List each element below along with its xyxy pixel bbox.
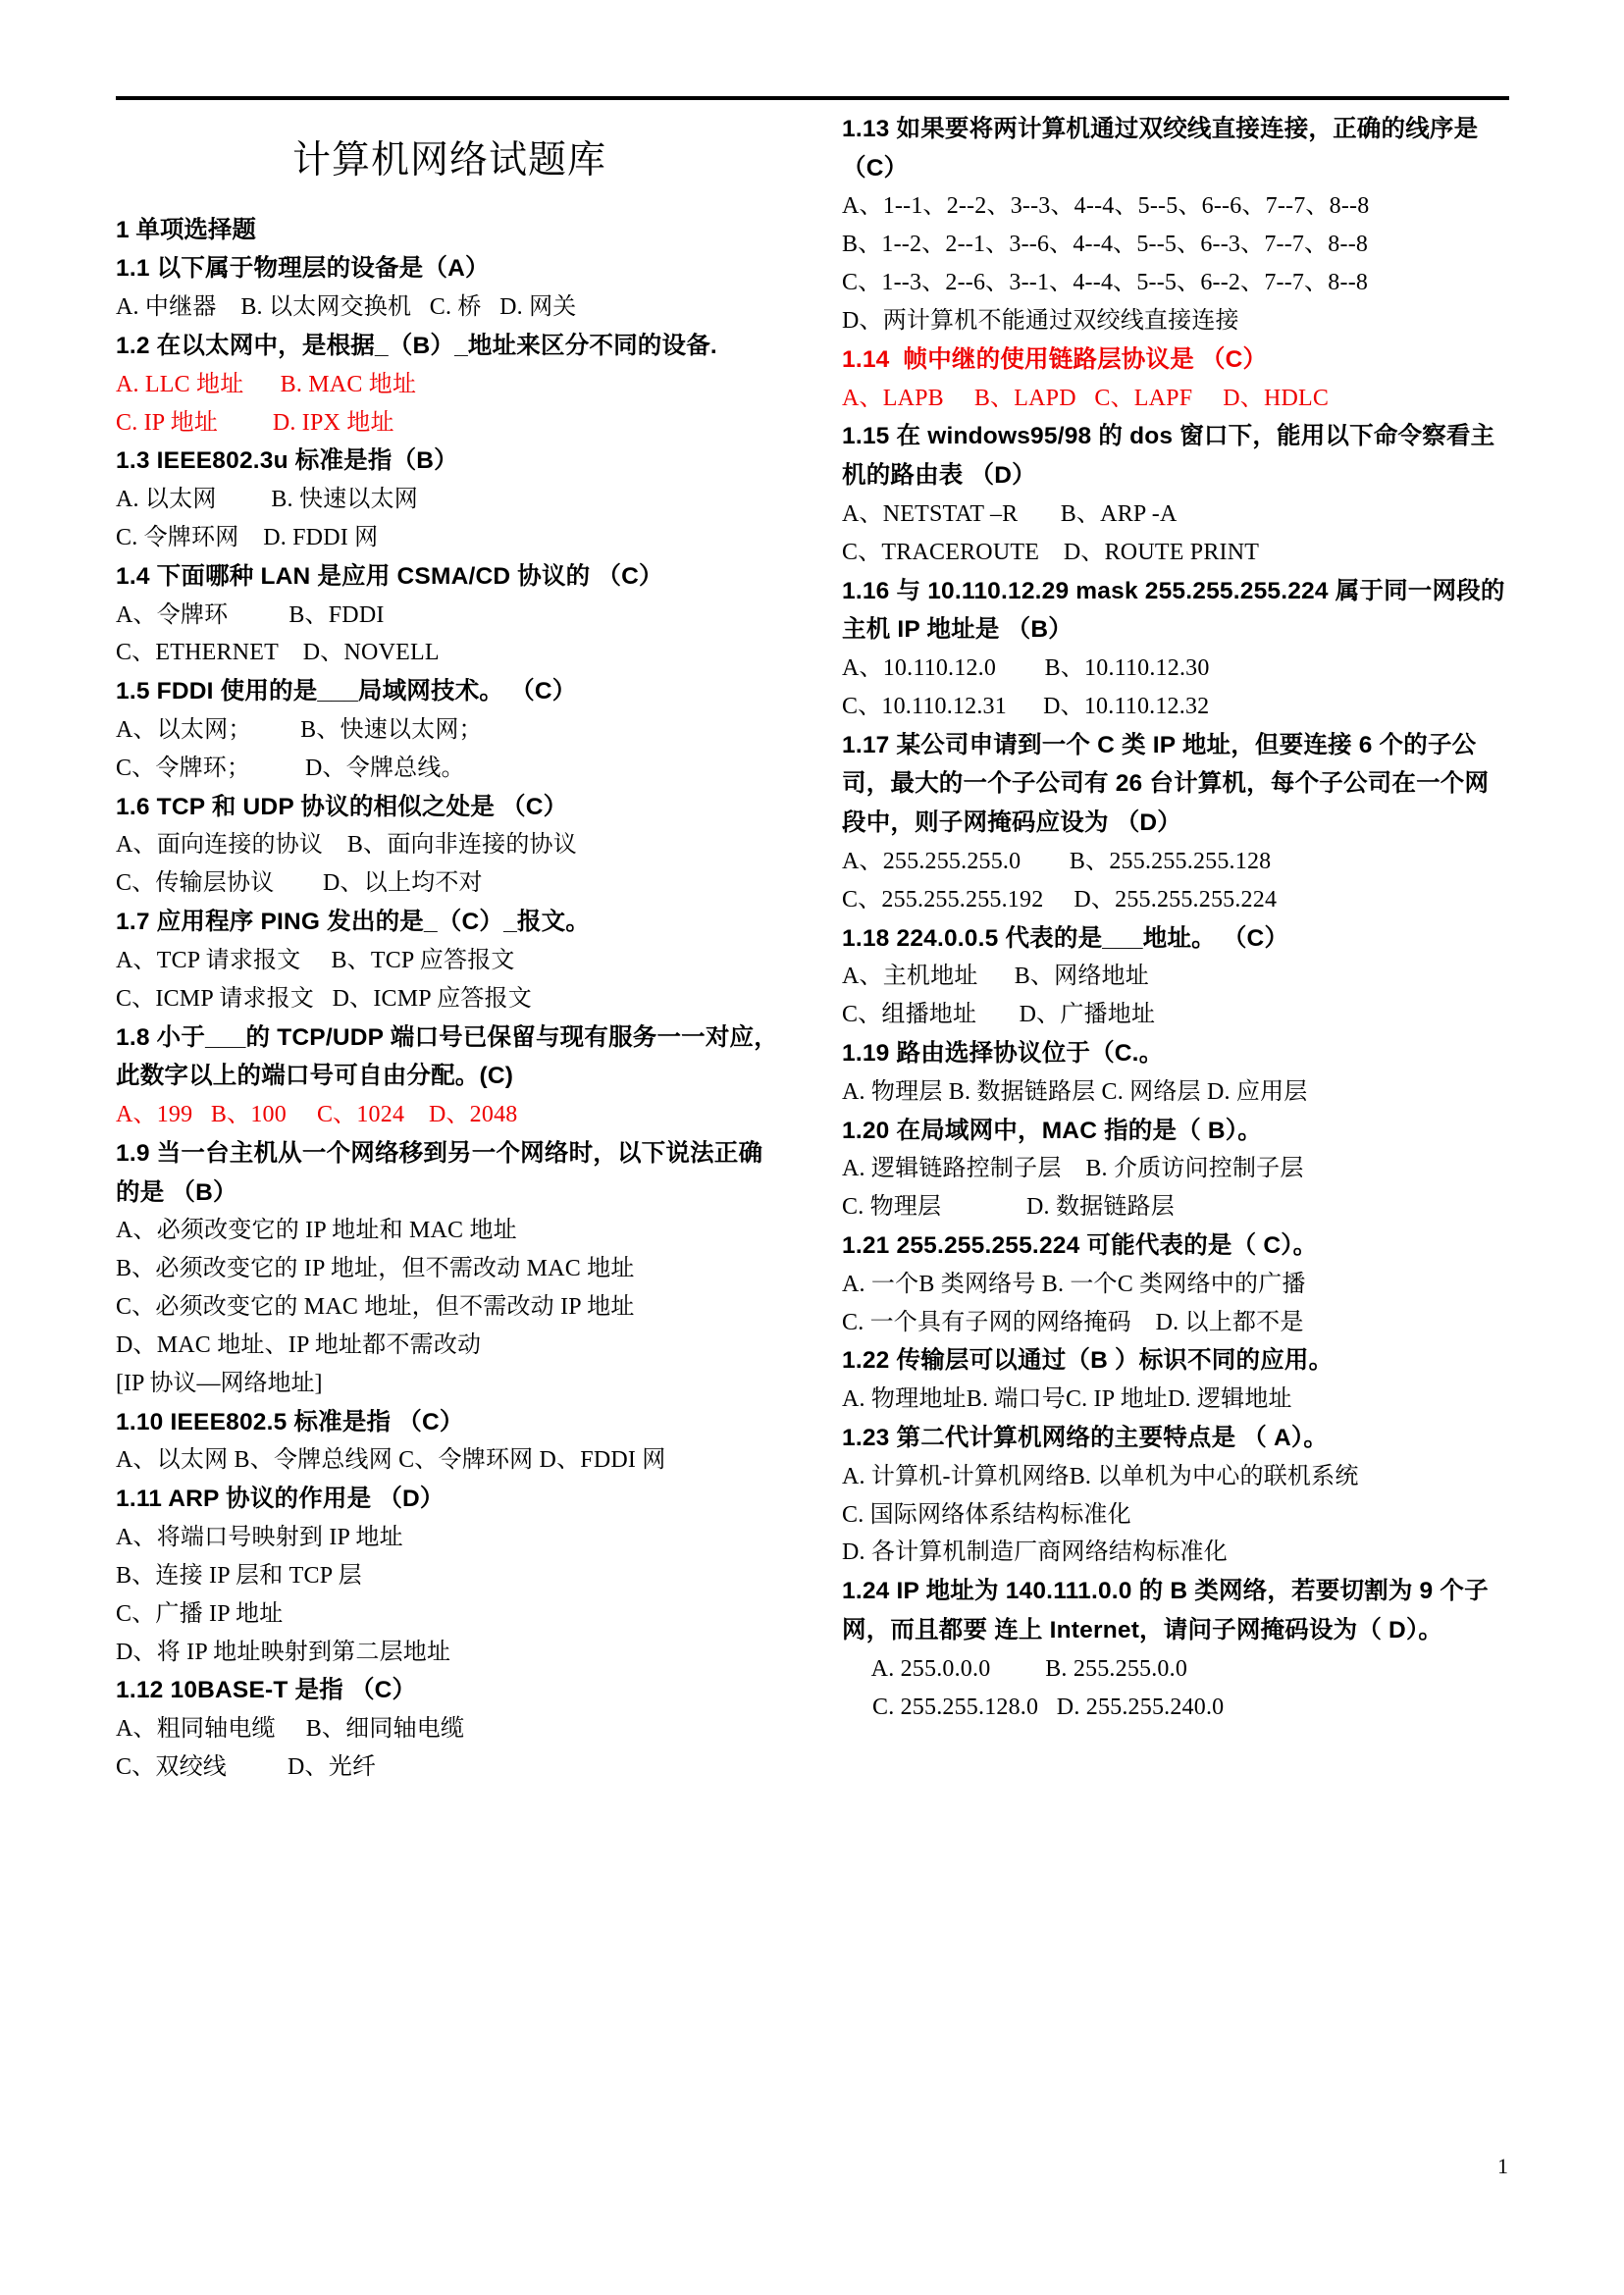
answer-option-line[interactable]: C、255.255.255.192 D、255.255.255.224 (842, 886, 1278, 913)
answer-option-line[interactable]: C. 一个具有子网的网络掩码 D. 以上都不是 (842, 1309, 1304, 1335)
question-text: 1.14 帧中继的使用链路层协议是 （C） (842, 345, 1268, 373)
answer-option-line[interactable]: C、10.110.12.31 D、10.110.12.32 (842, 693, 1210, 719)
section-heading: 1 单项选择题 (116, 216, 256, 243)
answer-option-line[interactable]: D、将 IP 地址映射到第二层地址 (116, 1639, 451, 1665)
question-text: 1.15 在 windows95/98 的 dos 窗口下，能用以下命令察看主机的路由表 （D） (842, 423, 1495, 490)
left-column (116, 110, 789, 1787)
explanation-note: [IP 协议—网络地址] (116, 1370, 323, 1396)
question-text: 1.11 ARP 协议的作用是 （D） (116, 1486, 445, 1513)
answer-option-line[interactable]: A、NETSTAT –R B、ARP -A (842, 500, 1178, 527)
answer-option-line[interactable]: C、广播 IP 地址 (116, 1600, 284, 1627)
answer-option-line[interactable]: C、必须改变它的 MAC 地址，但不需改动 IP 地址 (116, 1294, 635, 1320)
answer-option-line[interactable]: A、将端口号映射到 IP 地址 (116, 1524, 403, 1550)
answer-option-line[interactable]: A. 计算机-计算机网络B. 以单机为中心的联机系统 (842, 1463, 1359, 1489)
answer-option-line[interactable]: C、双绞线 D、光纤 (116, 1753, 377, 1780)
answer-option-line[interactable]: C、组播地址 D、广播地址 (842, 1002, 1156, 1028)
question-text: 1.16 与 10.110.12.29 mask 255.255.255.224 属于同一网段的主机 IP 地址是 （B） (842, 577, 1505, 644)
question-text: 1.9 当一台主机从一个网络移到另一个网络时，以下说法正确的是 （B） (116, 1139, 763, 1206)
question-text: 1.12 10BASE-T 是指 （C） (116, 1677, 417, 1704)
answer-option-line[interactable]: A. 一个B 类网络号 B. 一个C 类网络中的广播 (842, 1271, 1306, 1297)
answer-option-line[interactable]: C、1--3、2--6、3--1、4--4、5--5、6--2、7--7、8--8 (842, 270, 1369, 296)
answer-option-line[interactable]: A、粗同轴电缆 B、细同轴电缆 (116, 1716, 465, 1743)
answer-option-line[interactable]: A、TCP 请求报文 B、TCP 应答报文 (116, 947, 515, 973)
answer-option-line[interactable]: A、199 B、100 C、1024 D、2048 (116, 1102, 518, 1127)
answer-option-line[interactable]: A、LAPB B、LAPD C、LAPF D、HDLC (842, 385, 1330, 411)
question-text: 1.8 小于___的 TCP/UDP 端口号已保留与现有服务一一对应，此数字以上的端口号可自由分配。(C) (116, 1023, 778, 1090)
question-text: 1.2 在以太网中，是根据_（B）_地址来区分不同的设备. (116, 333, 717, 359)
answer-option-line[interactable]: C、传输层协议 D、以上均不对 (116, 870, 483, 897)
question-text: 1.1 以下属于物理层的设备是（A） (116, 255, 490, 283)
answer-option-line[interactable]: B、必须改变它的 IP 地址，但不需改动 MAC 地址 (116, 1256, 635, 1282)
question-text: 1.21 255.255.255.224 可能代表的是（ C）。 (842, 1231, 1318, 1259)
answer-option-line[interactable]: C. 令牌环网 D. FDDI 网 (116, 525, 379, 550)
answer-option-line[interactable]: A、10.110.12.0 B、10.110.12.30 (842, 654, 1210, 681)
header-rule (116, 96, 1509, 100)
answer-option-line[interactable]: C. IP 地址 D. IPX 地址 (116, 409, 394, 436)
question-text: 1.10 IEEE802.5 标准是指 （C） (116, 1408, 464, 1435)
question-text: 1.5 FDDI 使用的是___局域网技术。 （C） (116, 678, 577, 705)
answer-option-line[interactable]: A、必须改变它的 IP 地址和 MAC 地址 (116, 1218, 517, 1244)
question-text: 1.6 TCP 和 UDP 协议的相似之处是 （C） (116, 793, 568, 820)
answer-option-line[interactable]: C、令牌环； D、令牌总线。 (116, 755, 465, 781)
question-text: 1.23 第二代计算机网络的主要特点是 （ A）。 (842, 1424, 1329, 1451)
answer-option-line[interactable]: A. 物理地址B. 端口号C. IP 地址D. 逻辑地址 (842, 1386, 1292, 1413)
answer-option-line[interactable]: C、TRACEROUTE D、ROUTE PRINT (842, 539, 1260, 565)
answer-option-line[interactable]: D. 各计算机制造厂商网络结构标准化 (842, 1539, 1228, 1566)
answer-option-line[interactable]: C. 物理层 D. 数据链路层 (842, 1194, 1175, 1221)
left-question-list (116, 249, 783, 1786)
answer-option-line[interactable]: C、ETHERNET D、NOVELL (116, 640, 440, 666)
question-text: 1.7 应用程序 PING 发出的是_（C）_报文。 (116, 909, 591, 936)
answer-option-line[interactable]: A、令牌环 B、FDDI (116, 601, 385, 628)
page-number: 1 (1497, 2154, 1508, 2178)
answer-option-line[interactable]: D、两计算机不能通过双绞线直接连接 (842, 308, 1239, 334)
question-text: 1.13 如果要将两计算机通过双绞线直接连接，正确的线序是 （C） (842, 116, 1479, 182)
answer-option-line[interactable]: A、以太网； B、快速以太网； (116, 717, 483, 743)
question-text: 1.3 IEEE802.3u 标准是指（B） (116, 447, 458, 475)
right-question-list (842, 110, 1509, 1726)
question-text: 1.19 路由选择协议位于（C.。 (842, 1039, 1164, 1067)
answer-option-line[interactable]: A、255.255.255.0 B、255.255.255.128 (842, 848, 1272, 874)
answer-option-line[interactable]: A. 以太网 B. 快速以太网 (116, 487, 418, 513)
question-text: 1.24 IP 地址为 140.111.0.0 的 B 类网络，若要切割为 9 个子网，而且都要 连上 Internet，请问子网掩码设为（ D）。 (842, 1578, 1489, 1643)
right-column (836, 110, 1509, 1787)
answer-option-line[interactable]: A、以太网 B、令牌总线网 C、令牌环网 D、FDDI 网 (116, 1447, 666, 1474)
question-text: 1.18 224.0.0.5 代表的是___地址。 （C） (842, 924, 1289, 952)
answer-option-line[interactable]: C. 国际网络体系结构标准化 (842, 1501, 1131, 1528)
question-text: 1.17 某公司申请到一个 C 类 IP 地址，但要连接 6 个的子公司，最大的一个子公司有 26 台计算机，每个子公司在一个网段中，则子网掩码应设为 （D） (842, 731, 1490, 837)
page-title: 计算机网络试题库 (291, 139, 606, 182)
question-text: 1.4 下面哪种 LAN 是应用 CSMA/CD 协议的 （C） (116, 562, 663, 590)
answer-option-line[interactable]: B、1--2、2--1、3--6、4--4、5--5、6--3、7--7、8--8 (842, 232, 1369, 258)
answer-option-line[interactable]: A. 中继器 B. 以太网交换机 C. 桥 D. 网关 (116, 294, 577, 321)
question-text: 1.22 传输层可以通过（B ）标识不同的应用。 (842, 1347, 1334, 1375)
answer-option-line[interactable]: A、面向连接的协议 B、面向非连接的协议 (116, 832, 577, 859)
question-text: 1.20 在局域网中，MAC 指的是（ B）。 (842, 1117, 1262, 1144)
two-column-body (116, 110, 1509, 1787)
answer-option-line[interactable]: B、连接 IP 层和 TCP 层 (116, 1562, 362, 1589)
answer-option-line[interactable]: D、MAC 地址、IP 地址都不需改动 (116, 1331, 482, 1358)
answer-option-line[interactable]: C、ICMP 请求报文 D、ICMP 应答报文 (116, 985, 532, 1012)
answer-option-line[interactable]: A. 物理层 B. 数据链路层 C. 网络层 D. 应用层 (842, 1078, 1308, 1105)
answer-option-line[interactable]: A、主机地址 B、网络地址 (842, 964, 1149, 990)
answer-option-line[interactable]: A、1--1、2--2、3--3、4--4、5--5、6--6、7--7、8--8 (842, 193, 1370, 220)
answer-option-line[interactable]: A. 逻辑链路控制子层 B. 介质访问控制子层 (842, 1156, 1304, 1182)
answer-option-line[interactable]: A. LLC 地址 B. MAC 地址 (116, 371, 417, 397)
answer-option-line[interactable]: C. 255.255.128.0 D. 255.255.240.0 (842, 1694, 1225, 1720)
answer-option-line[interactable]: A. 255.0.0.0 B. 255.255.0.0 (842, 1655, 1188, 1682)
